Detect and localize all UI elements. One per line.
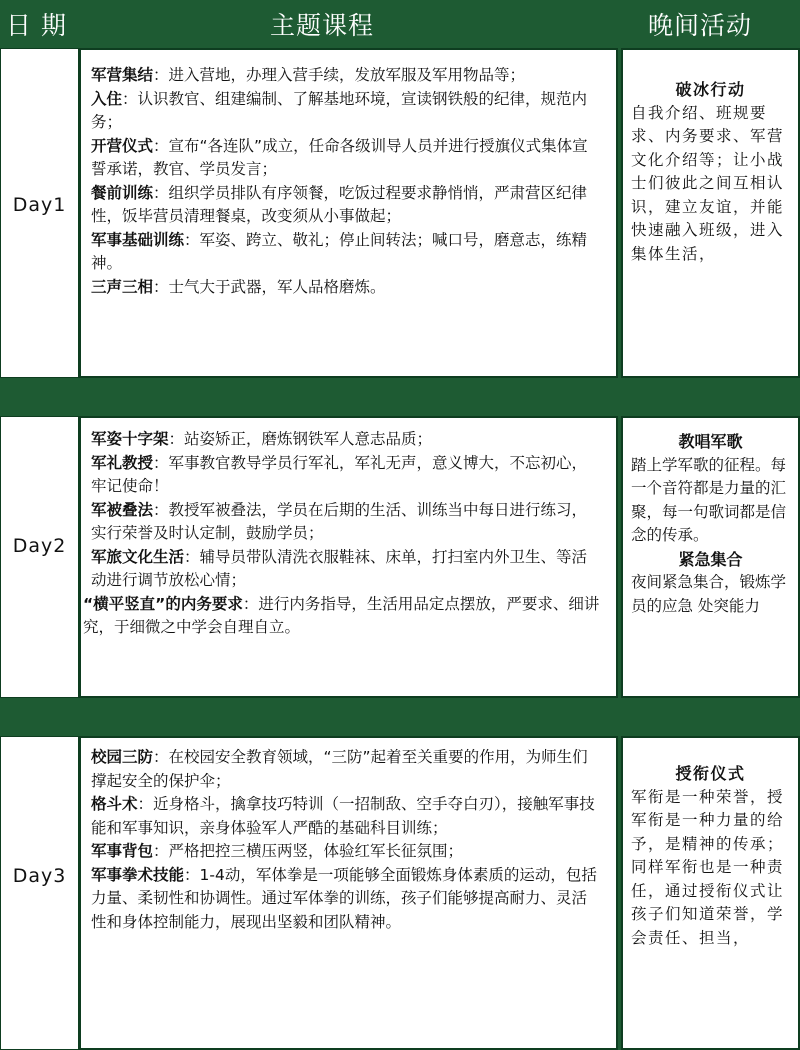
day1-topics [79, 48, 618, 378]
topic-title: 军礼教授 [91, 453, 154, 472]
topic-text: ：近身格斗，擒拿技巧特训（一招制敌、空手夺白刃），接触军事技能和军事知识，亲身体验军人严酷的基础科目训练； [91, 795, 595, 837]
day3-cell [0, 736, 79, 1050]
topic-text: ：军事教官教导学员行军礼，军礼无声，意义博大，不忘初心，牢记使命！ [91, 453, 588, 495]
day3-evening [621, 736, 800, 1050]
topic-title: 餐前训练 [91, 183, 154, 202]
topic-title: 军姿十字架 [91, 430, 169, 448]
evening-text: 踏上学军歌的征程。每一个音符都是力量的汇聚，每一句歌词都是信念的传承。 [631, 455, 787, 544]
evening-title: 破冰行动 [675, 80, 746, 99]
topic-title: 军旅文化生活 [91, 547, 185, 566]
topic-item [91, 276, 602, 300]
topic-text: ：组织学员排队有序领餐，吃饭过程要求静悄悄，严肃营区纪律性，饭毕营员清理餐桌，改变须从小事做起； [91, 183, 588, 225]
topic-item [91, 864, 602, 935]
topic-text: ：在校园安全教育领域，“三防”起着至关重要的作用，为师生们撑起安全的保护伞； [91, 748, 588, 790]
day1-label: Day1 [12, 194, 67, 216]
topic-item [91, 428, 602, 452]
topic-text: ：严格把控三横压两竖，体验红军长征氛围； [153, 842, 464, 860]
topic-text: ：士气大于武器，军人品格磨炼。 [153, 277, 386, 296]
topic-title: 军被叠法 [91, 500, 154, 519]
topic-text: ：站姿矫正，磨炼钢铁军人意志品质； [168, 430, 433, 448]
evening-text: 夜间紧急集合，锻炼学员的应急 处突能力 [631, 573, 787, 615]
evening-text: 自我介绍、班规要求、内务要求、军营文化介绍等；让小战士们彼此之间互相认识，建立友谊，并能快速融入班级，进入集体生活， [631, 103, 785, 263]
evening-title: 教唱军歌 [678, 432, 743, 451]
evening-title: 授衔仪式 [675, 764, 746, 783]
topic-item [83, 593, 602, 640]
topic-title: 开营仪式 [91, 136, 154, 155]
topic-text: ：教授军被叠法，学员在后期的生活、训练当中每日进行练习，实行荣誉及时认定制，鼓励学员； [91, 500, 588, 542]
topic-text: ：进入营地，办理入营手续，发放军服及军用物品等； [153, 66, 526, 84]
topic-item [91, 793, 602, 840]
topic-item [91, 546, 602, 593]
topic-item [91, 229, 602, 276]
topic-item [91, 840, 602, 864]
topic-text: ：宣布“各连队”成立，任命各级训导人员并进行授旗仪式集体宣誓承诺，教官、学员发言； [91, 136, 588, 178]
topic-title: 军事基础训练 [91, 230, 185, 249]
topic-item [91, 64, 602, 88]
day2-topics [79, 416, 618, 698]
table-header [0, 0, 800, 48]
evening-title: 紧急集合 [678, 549, 743, 569]
topic-item [91, 182, 602, 229]
day2-label: Day2 [12, 535, 67, 557]
topic-title: 校园三防 [91, 748, 154, 766]
topic-title: 军事拳术技能 [91, 865, 185, 884]
topic-title: 军事背包 [91, 842, 154, 860]
day3-topics [79, 736, 618, 1050]
day2-evening [621, 416, 800, 698]
topic-text: ：辅导员带队清洗衣服鞋袜、床单，打扫室内外卫生、等活动进行调节放松心情； [91, 547, 588, 589]
day1-evening [621, 48, 800, 378]
day2-cell [0, 416, 79, 698]
topic-title: “横平竖直”的内务要求 [83, 594, 243, 613]
divider-band [0, 698, 800, 736]
topic-item [91, 499, 602, 546]
topic-text: ：军姿、跨立、敬礼；停止间转法；喊口号，磨意志，练精神。 [91, 230, 588, 272]
evening-text: 军衔是一种荣誉，授军衔是一种力量的给予，是精神的传承；同样军衔也是一种责任，通过授衔仪式让孩子们知道荣誉，学会责任、担当， [631, 787, 785, 947]
topic-item [91, 135, 602, 182]
day3-label: Day3 [12, 865, 67, 887]
topic-title: 入住 [91, 89, 123, 108]
topic-item [91, 452, 602, 499]
header-topic: 主题课程 [270, 11, 375, 40]
topic-item [91, 88, 602, 135]
topic-text: ：认识教官、组建编制、了解基地环境，宣读钢铁般的纪律，规范内务； [91, 89, 588, 131]
topic-title: 格斗术 [91, 795, 138, 813]
topic-text: ：1-4动，军体拳是一项能够全面锻炼身体素质的运动，包括力量、柔韧性和协调性。通过军体拳的训练，孩子们能够提高耐力、灵活性和身体控制能力，展现出坚毅和团队精神。 [91, 865, 597, 931]
day1-cell [0, 48, 79, 378]
topic-title: 三声三相 [91, 277, 154, 296]
header-date: 日 期 [6, 11, 67, 40]
topic-title: 军营集结 [91, 66, 154, 84]
divider-band [0, 378, 800, 416]
topic-text: ：进行内务指导，生活用品定点摆放，严要求、细讲究，于细微之中学会自理自立。 [83, 594, 600, 636]
topic-item [91, 746, 602, 793]
header-evening: 晚间活动 [648, 11, 753, 40]
